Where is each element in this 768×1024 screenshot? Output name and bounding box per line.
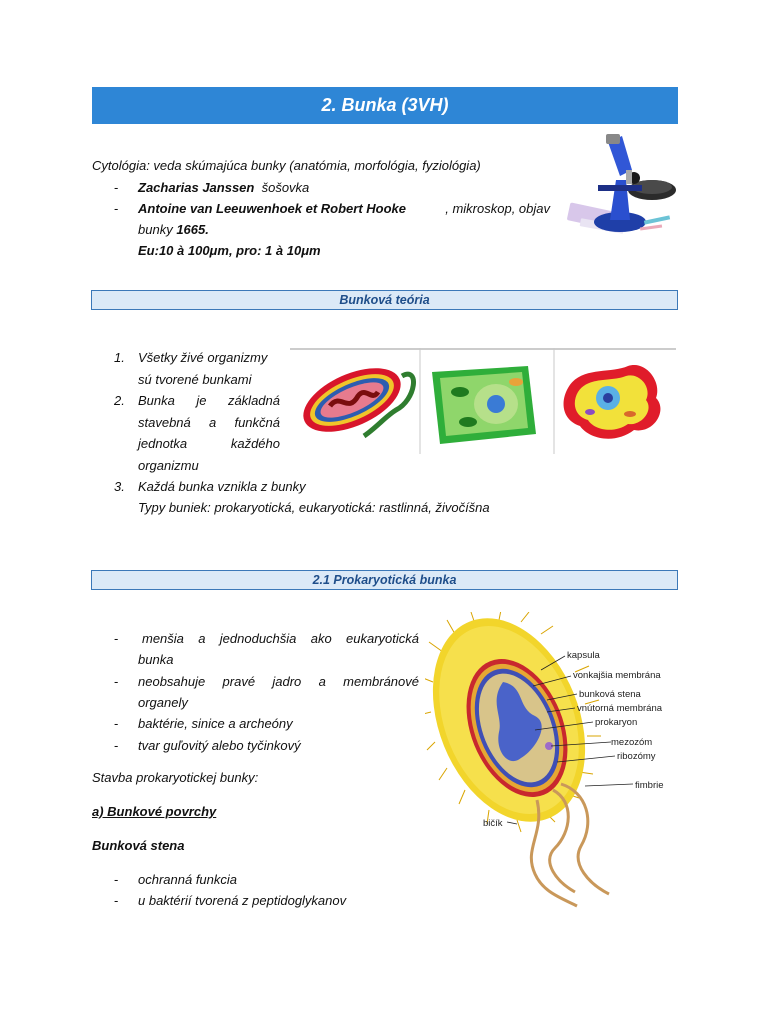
label-inner-membrane: vnútorná membrána [577, 703, 663, 714]
bullet-line: bunka [138, 652, 174, 667]
theory-line: Všetky živé organizmy [138, 350, 268, 365]
theory-line: jednotka každého [138, 436, 280, 451]
label-fimbriae: fimbrie [635, 780, 664, 791]
cell-types-image [290, 348, 676, 454]
theory-line: sú tvorené bunkami [138, 372, 252, 387]
list-number: 2. [114, 393, 125, 408]
wall-heading: Bunková stena [92, 838, 185, 853]
list-dash: - [114, 716, 119, 731]
cell-sizes: Eu:10 à 100μm, pro: 1 à 10μm [138, 243, 321, 258]
bullet-line: tvar guľovitý alebo tyčinkový [138, 738, 301, 753]
bullet-line: menšia a jednoduchšia ako eukaryotická [142, 631, 419, 646]
microscope-image [560, 130, 678, 245]
section-heading-cell-theory: Bunková teória [91, 290, 678, 310]
page-title-bar [92, 87, 678, 124]
list-number: 3. [114, 479, 125, 494]
list-item-leeuwenhoek-cont: bunky 1665. [138, 222, 209, 237]
label-capsule: kapsula [567, 650, 600, 661]
structure-heading: Stavba prokaryotickej bunky: [92, 770, 259, 785]
cell-types-line: Typy buniek: prokaryotická, eukaryotická: rastlinná, živočíšna [138, 500, 490, 515]
theory-line: organizmu [138, 458, 199, 473]
bullet-line: neobsahuje pravé jadro a membránové [138, 674, 419, 689]
list-dash: - [114, 631, 119, 646]
label-prokaryon: prokaryon [595, 717, 638, 728]
wall-bullet: ochranná funkcia [138, 872, 238, 887]
list-dash: - [114, 674, 119, 689]
label-cell-wall: bunková stena [579, 689, 641, 700]
list-dash: - [114, 738, 119, 753]
list-number: 1. [114, 350, 125, 365]
label-outer-membrane: vonkajšia membrána [573, 670, 661, 681]
theory-line: Každá bunka vznikla z bunky [138, 479, 306, 494]
label-mesosome: mezozóm [611, 737, 653, 748]
theory-line: stavebná a funkčná [138, 415, 280, 430]
list-dash: - [114, 201, 119, 216]
theory-line: Bunka je základná [138, 393, 280, 408]
list-dash: - [114, 180, 119, 195]
list-item-janssen: Zacharias Janssen šošovka [138, 180, 310, 195]
section-heading-prokaryotic: 2.1 Prokaryotická bunka [91, 570, 678, 590]
wall-bullet: u baktérií tvorená z peptidoglykanov [138, 893, 347, 908]
label-ribosomes: ribozómy [617, 751, 656, 762]
page-title: 2. Bunka (3VH) [321, 95, 449, 115]
prokaryotic-cell-diagram [425, 612, 678, 908]
cytology-definition: Cytológia: veda skúmajúca bunky (anatómia, morfológia, fyziológia) [92, 158, 481, 173]
list-dash: - [114, 893, 119, 908]
subheading-surfaces: a) Bunkové povrchy [92, 804, 217, 819]
label-flagellum: bičík [483, 818, 503, 829]
list-item-leeuwenhoek: Antoine van Leeuwenhoek et Robert Hooke , mikroskop, objav [138, 201, 550, 216]
list-dash: - [114, 872, 119, 887]
bullet-line: baktérie, sinice a archeóny [138, 716, 293, 731]
bullet-line: organely [138, 695, 188, 710]
